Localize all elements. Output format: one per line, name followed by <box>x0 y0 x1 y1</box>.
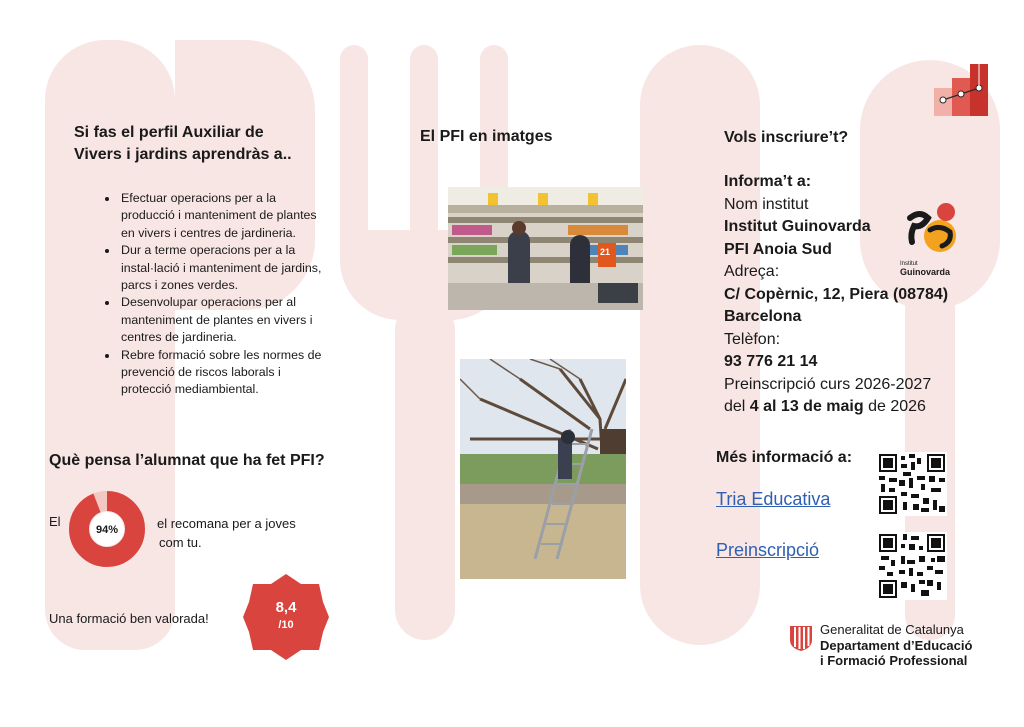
images-heading: El PFI en imatges <box>420 128 553 145</box>
prereg-course: Preinscripció curs 2026-2027 <box>724 375 932 393</box>
qr-code-icon[interactable] <box>877 532 947 600</box>
donut-label: 94% <box>95 524 119 536</box>
logo-text-line2: Guinovarda <box>900 267 951 277</box>
name-label: Nom institut <box>724 195 809 213</box>
generalitat-logo-icon <box>788 624 814 652</box>
list-item: • Rebre formació sobre les normes de prevenció de riscos laborals i protecció mediambiental. <box>119 347 325 399</box>
rating-score: 8,4 <box>275 599 297 616</box>
shop-photo <box>448 187 643 310</box>
donut-text: el recomana per a joves com tu. <box>157 516 296 550</box>
pfi-name: PFI Anoia Sud <box>724 240 832 258</box>
photo-sign: 21 <box>600 247 611 257</box>
address-label: Adreça: <box>724 263 780 280</box>
rating-text: Una formació ben valorada! <box>49 611 209 626</box>
prereg-dates: del 4 al 13 de maig de 2026 <box>724 398 926 415</box>
generalitat-text: Generalitat de Catalunya Departament d’Educació i Formació Professional <box>820 622 973 668</box>
institute-logo <box>900 200 966 277</box>
profile-heading: Si fas el perfil Auxiliar de Vivers i jardins aprendràs a.. <box>74 124 292 163</box>
learning-list <box>97 190 325 399</box>
phone: 93 776 21 14 <box>724 353 818 370</box>
preinscripcio-link[interactable]: Preinscripció <box>716 540 820 560</box>
opinion-heading: Què pensa l’alumnat que ha fet PFI? <box>49 452 325 469</box>
phone-label: Telèfon: <box>724 330 781 348</box>
guinovarda-logo-icon <box>900 200 966 256</box>
institute-name: Institut Guinovarda <box>724 218 871 235</box>
chart-logo-icon <box>930 58 992 118</box>
donut-prefix: El <box>49 514 61 529</box>
more-info-heading: Més informació a: <box>716 449 853 466</box>
donut-chart <box>68 490 146 568</box>
rating-badge <box>241 572 331 662</box>
tria-educativa-link[interactable]: Tria Educativa <box>716 489 831 509</box>
logo-text-line1: Institut <box>900 261 918 267</box>
list-item: • Dur a terme operacions per a la instal·lació i manteniment de jardins, parcs i zones verdes. <box>119 242 325 294</box>
list-item: • Efectuar operacions per a la producció i manteniment de plantes en vivers i centres de jardineria. <box>119 190 325 242</box>
address: C/ Copèrnic, 12, Piera (08784) <box>724 285 949 303</box>
info-heading: Informa’t a: <box>724 173 812 190</box>
register-heading: Vols inscriure’t? <box>724 129 849 146</box>
qr-code-icon[interactable] <box>877 452 947 516</box>
rating-scale: /10 <box>278 619 294 631</box>
rating-star-icon <box>241 572 331 662</box>
city: Barcelona <box>724 308 802 325</box>
list-item: • Desenvolupar operacions per al manteniment de plantes en vivers i centres de jardineria. <box>119 294 325 346</box>
garden-photo <box>460 359 626 579</box>
